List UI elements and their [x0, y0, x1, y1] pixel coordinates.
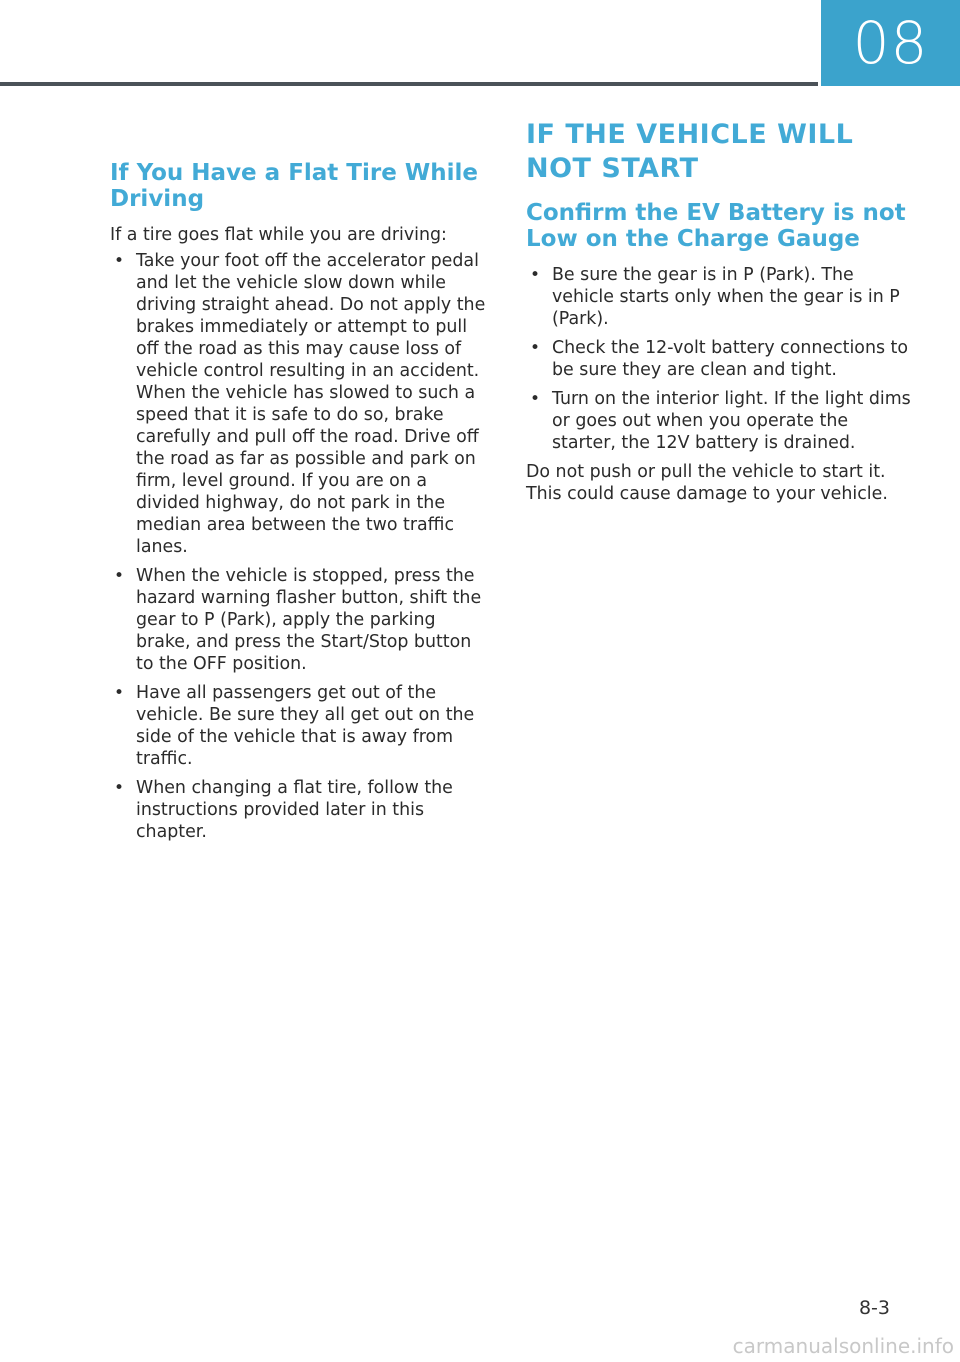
ev-battery-heading: Confirm the EV Battery is not Low on the Charge Gauge [526, 200, 906, 252]
bullet-icon: • [114, 566, 125, 586]
right-column [526, 118, 911, 509]
list-item-text: Be sure the gear is in P (Park). The vehicle starts only when the gear is in P (Park). [552, 265, 900, 329]
list-item [110, 777, 490, 843]
header-rule [0, 82, 818, 86]
list-item [526, 337, 911, 381]
list-item [110, 682, 490, 770]
chapter-number: 08 [852, 9, 929, 77]
page-number: 8-3 [858, 1297, 890, 1319]
list-item-text: Turn on the interior light. If the light dims or goes out when you operate the starter, the 12V battery is drained. [552, 389, 911, 453]
list-item [110, 565, 490, 675]
list-item-text: When changing a flat tire, follow the instructions provided later in this chapter. [136, 778, 453, 842]
list-item [110, 250, 490, 558]
watermark: carmanualsonline.info [732, 1334, 954, 1358]
bullet-icon: • [530, 338, 541, 358]
bullet-icon: • [530, 389, 541, 409]
bullet-icon: • [114, 683, 125, 703]
list-item [526, 388, 911, 454]
bullet-icon: • [114, 251, 125, 271]
chapter-tab [821, 0, 960, 86]
start-check-list [526, 264, 911, 454]
left-column [110, 160, 490, 850]
list-item-text: Have all passengers get out of the vehicle. Be sure they all get out on the side of the vehicle that is away from traffic. [136, 683, 475, 769]
section-title: IF THE VEHICLE WILL NOT START [526, 119, 854, 184]
flat-tire-heading: If You Have a Flat Tire While Driving [110, 160, 478, 212]
list-item [526, 264, 911, 330]
bullet-icon: • [530, 265, 541, 285]
push-start-note: Do not push or pull the vehicle to start it. This could cause damage to your vehicle. [526, 462, 888, 504]
bullet-icon: • [114, 778, 125, 798]
flat-tire-intro: If a tire goes flat while you are driving: [110, 225, 447, 245]
list-item-text: Take your foot off the accelerator pedal and let the vehicle slow down while driving straight ahead. Do not apply the brakes immediately or attempt to pull off the road as this may cause loss of vehicle control resulting in an accident. When the vehicle has slowed to such a speed that it is safe to do so, brake carefully and pull off the road. Drive off the road as far as possible and park on firm, level ground. If you are on a divided highway, do not park in the median area between the two traffic lanes. [136, 251, 486, 557]
flat-tire-list [110, 250, 490, 843]
list-item-text: When the vehicle is stopped, press the hazard warning flasher button, shift the gear to P (Park), apply the parking brake, and press the Start/Stop button to the OFF position. [136, 566, 482, 674]
list-item-text: Check the 12-volt battery connections to be sure they are clean and tight. [552, 338, 909, 380]
